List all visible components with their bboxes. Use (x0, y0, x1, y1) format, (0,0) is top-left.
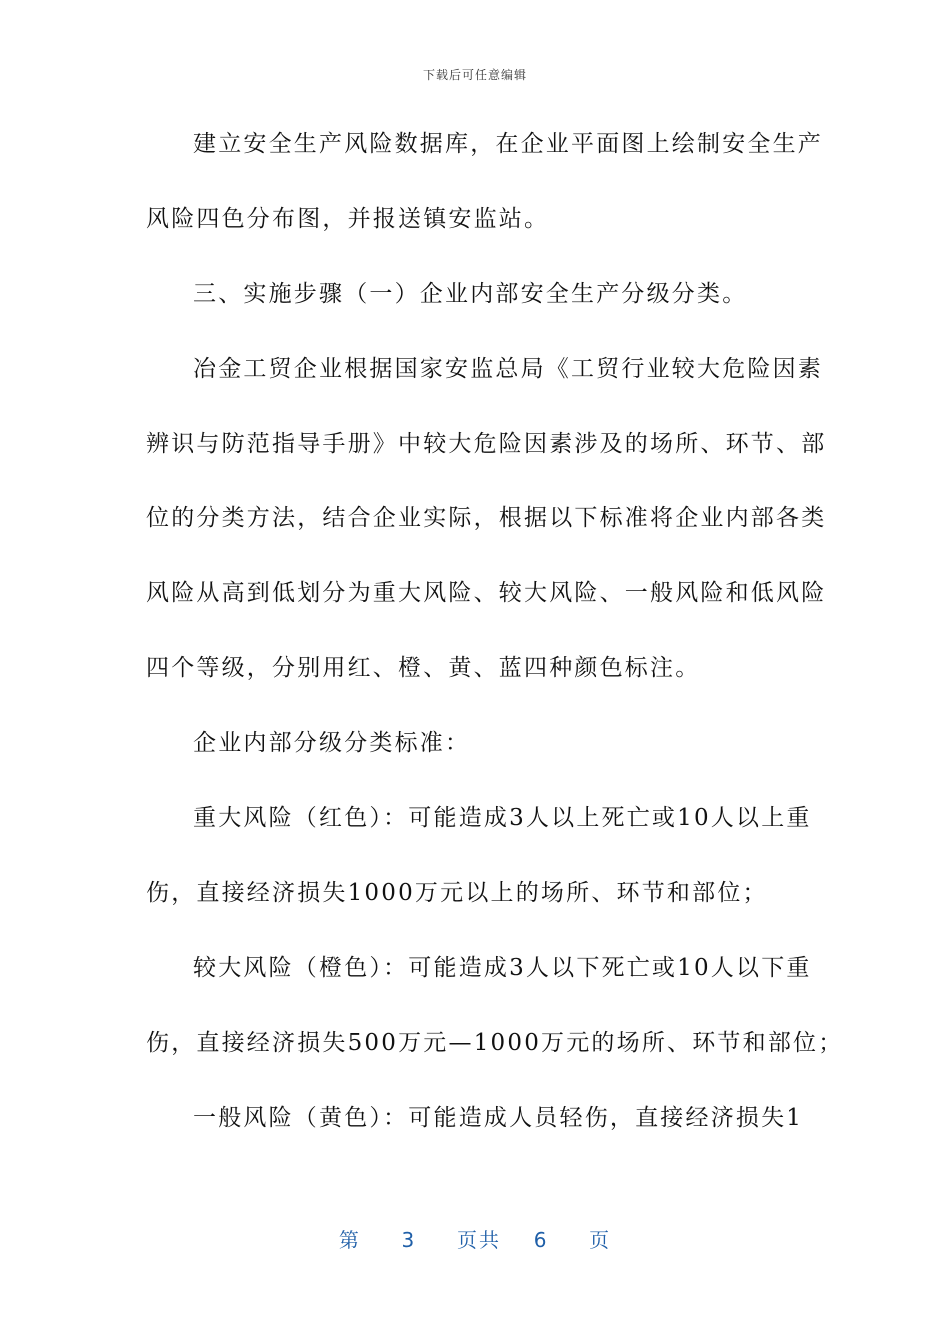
footer-prefix: 第 (338, 1228, 361, 1252)
text-line: 伤，直接经济损失500万元—1000万元的场所、环节和部位； (146, 1029, 844, 1056)
text-line: 建立安全生产风险数据库，在企业平面图上绘制安全生产 (193, 131, 823, 157)
footer-suffix: 页 (589, 1228, 612, 1252)
header-note: 下载后可任意编辑 (422, 68, 527, 82)
text-line: 一般风险（黄色）：可能造成人员轻伤，直接经济损失1 (193, 1104, 804, 1131)
text-line: 风险从高到低划分为重大风险、较大风险、一般风险和低风险 (146, 580, 827, 607)
text-line: 企业内部分级分类标准： (193, 730, 471, 757)
text-line: 冶金工贸企业根据国家安监总局《工贸行业较大危险因素 (193, 355, 823, 382)
text-line: 重大风险（红色）：可能造成3人以上死亡或10人以上重 (193, 805, 812, 832)
footer-middle: 页共 (457, 1228, 501, 1252)
total-pages-number: 6 (533, 1228, 549, 1252)
text-line: 位的分类方法，结合企业实际，根据以下标准将企业内部各类 (146, 505, 827, 532)
page-footer (0, 1224, 950, 1253)
section-heading: 三、实施步骤（一）企业内部安全生产分级分类。 (193, 280, 748, 307)
text-line: 较大风险（橙色）：可能造成3人以下死亡或10人以下重 (193, 954, 812, 981)
document-body (146, 120, 844, 1168)
text-line: 风险四色分布图，并报送镇安监站。 (146, 205, 550, 232)
current-page-number: 3 (401, 1228, 417, 1252)
text-line: 四个等级，分别用红、橙、黄、蓝四种颜色标注。 (146, 655, 701, 682)
text-line: 辨识与防范指导手册》中较大危险因素涉及的场所、环节、部 (146, 430, 827, 457)
text-line: 伤，直接经济损失1000万元以上的场所、环节和部位； (146, 879, 768, 906)
